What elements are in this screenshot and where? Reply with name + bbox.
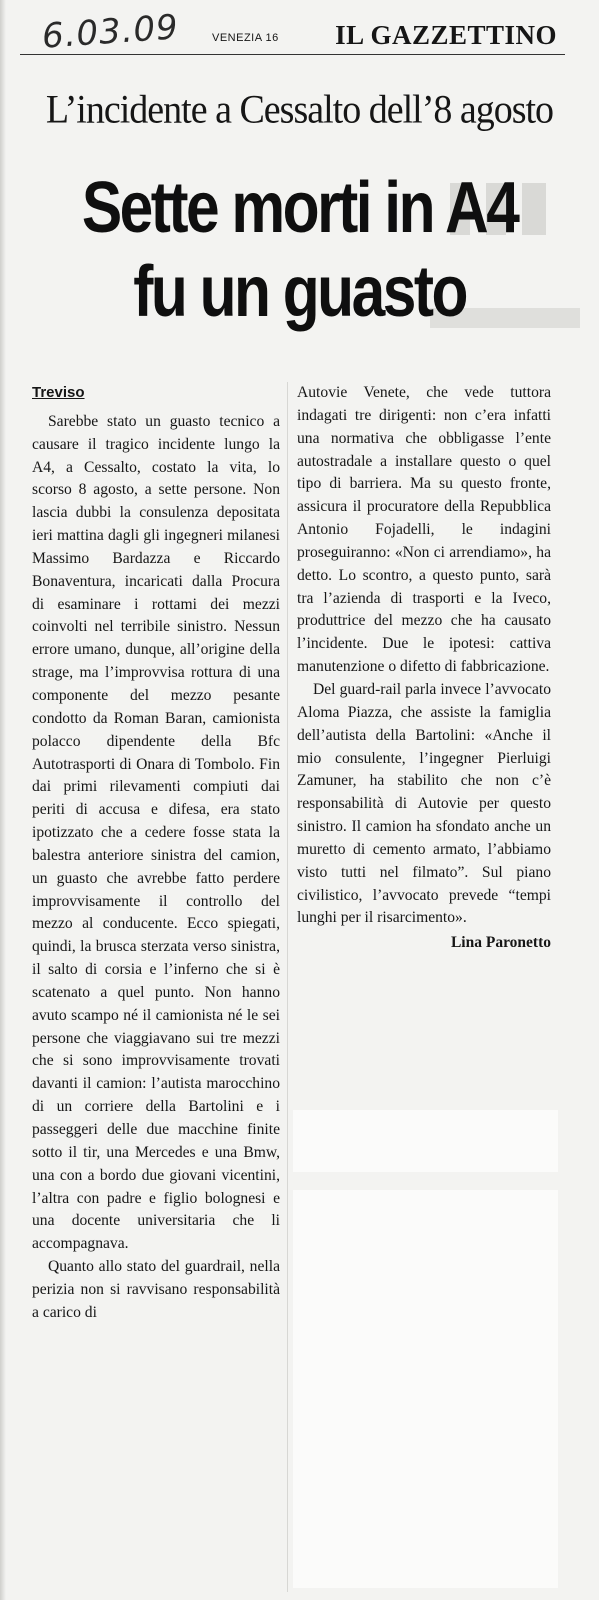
paragraph: Sarebbe stato un guasto tecnico a causare il tragico incidente lungo la A4, a Cessalto, costato la vita, lo scorso 8 agosto, a sette persone. Non lascia dubbi la consulenza depositata ieri mattina dagli gli ingegneri milanesi Massimo Bardazza e Riccardo Bonaventura, incaricati dalla Procura di esaminare i rottami dei mezzi coinvolti nel terribile sinistro. Nessun errore umano, dunque, all’origine della strage, ma l’improvvisa rottura di una componente del mezzo pesante condotto da Roman Baran, camionista polacco dipendente della Bfc Autotrasporti di Onara di Tombolo. Fin dai primi rilevamenti compiuti dai periti di accusa e difesa, era stato ipotizzato che a cedere fosse stata la balestra anteriore sinistra del camion, un guasto che avrebbe fatto perdere improvvisamente il controllo del mezzo al conducente. Ecco spiegati, quindi, la brusca sterzata verso sinistra, il salto di corsia e l’inferno che si è scatenato a quel punto. Non hanno avuto scampo né il camionista né le sei persone che viaggiavano sui tre mezzi che si sono improvvisamente trovati davanti il camion: l’autista marocchino di un corriere della Bartolini e i passeggeri delle due macchine finite sotto il tir, una Mercedes e una Bmw, una con a bordo due giovani vicentini, l’altra con padre e figlio bolognesi e una docente universitaria che li accompagnava. <box>32 412 280 1253</box>
byline: Lina Paronetto <box>450 934 551 952</box>
paragraph: Del guard-rail parla invece l’avvocato Aloma Piazza, che assiste la famiglia dell’autista della Bartolini: «Anche il mio consulente, l’ingegner Pierluigi Zamuner, ha stabilito che non c’è responsabilità di Autovie per questo sinistro. Il camion ha sfondato anche un muretto di cemento armato, l’abbiamo visto tutti nel filmato”. Sul piano civilistico, l’avvocato prevede “tempi lunghi per il risarcimento». <box>297 680 551 927</box>
paragraph: Autovie Venete, che vede tuttora indagati tre dirigenti: non c’era infatti una normativa che obbligasse l’ente autostradale a installare questo o quel tipo di barriera. Ma su questo fronte, assicura il procuratore della Repubblica Antonio Fojadelli, le indagini proseguiranno: «Non ci arrendiamo», ha detto. Lo scontro, a questo punto, sarà tra l’azienda di trasporti e la Iveco, produttrice del mezzo che ha causato l’incidente. Due le ipotesi: cattiva manutenzione o difetto di fabbricazione. <box>297 384 551 676</box>
headline <box>48 166 551 334</box>
dateline: Treviso <box>32 384 85 401</box>
column-divider <box>287 382 288 1592</box>
blank-area <box>293 1110 558 1172</box>
newspaper-name: IL GAZZETTINO <box>335 20 557 50</box>
edition-label: VENEZIA 16 <box>212 32 279 44</box>
blank-area <box>293 1190 558 1588</box>
handwritten-date: 6.03.09 <box>40 7 181 57</box>
scan-edge <box>0 0 6 1600</box>
masthead <box>20 7 565 57</box>
paragraph: Quanto allo stato del guardrail, nella perizia non si ravvisano responsabilità a carico di <box>32 1258 280 1321</box>
left-column <box>32 382 280 1325</box>
right-column <box>297 382 551 955</box>
headline-line-1: Sette morti in A4 <box>81 168 518 248</box>
headline-line-2: fu un guasto <box>133 252 466 332</box>
kicker: L’incidente a Cessalto dell’8 agosto <box>45 87 554 133</box>
